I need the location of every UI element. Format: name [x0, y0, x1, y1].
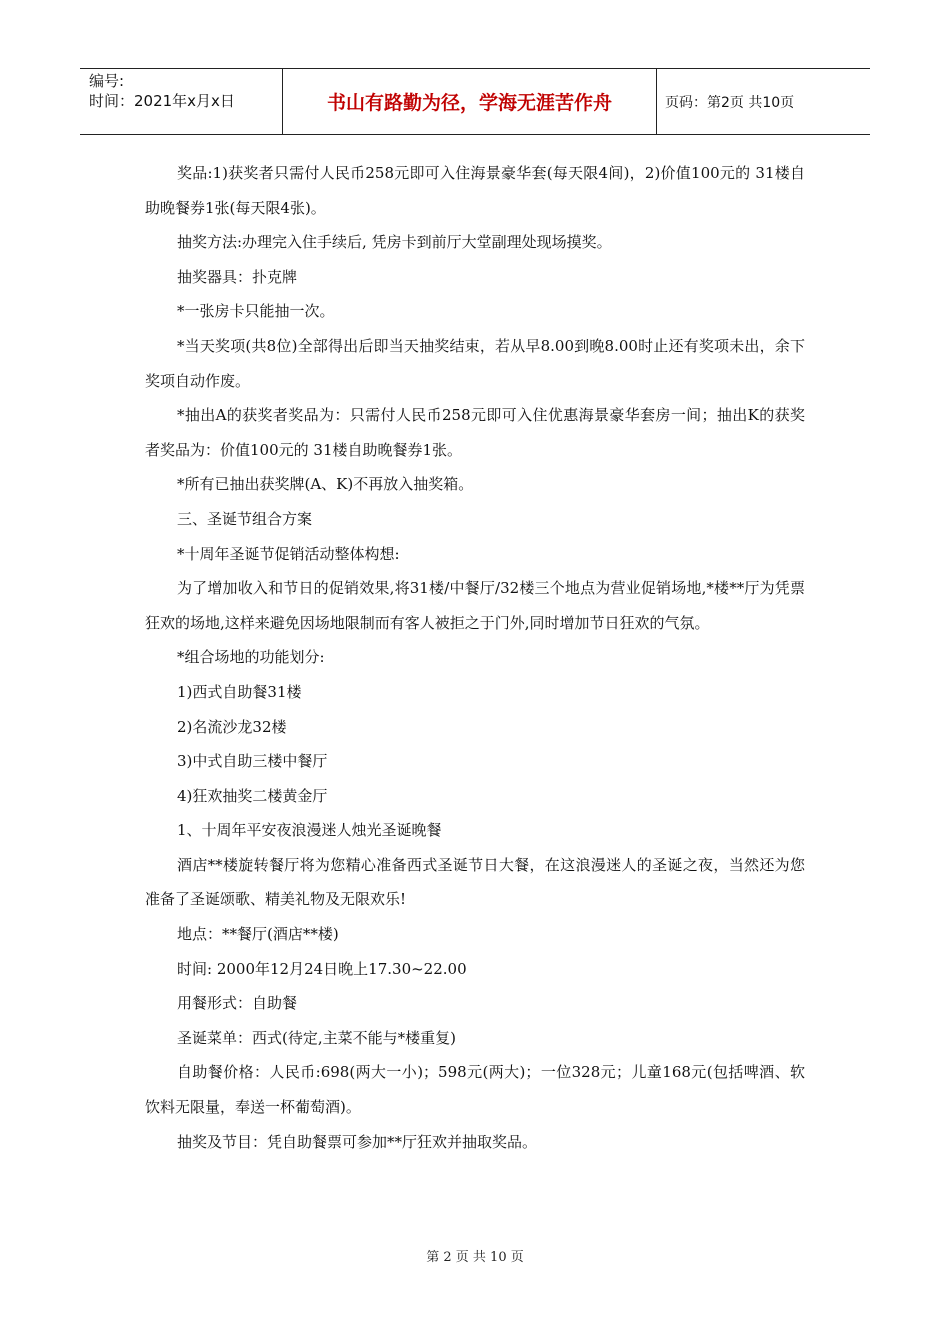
paragraph: *组合场地的功能划分:: [177, 648, 325, 667]
paragraph: *所有已抽出获奖牌(A、K)不再放入抽奖箱。: [177, 475, 474, 494]
paragraph: 用餐形式：自助餐: [177, 994, 298, 1013]
header-motto: 书山有路勤为径，学海无涯苦作舟: [283, 69, 657, 134]
paragraph: 抽奖方法:办理完入住手续后, 凭房卡到前厅大堂副理处现场摸奖。: [177, 233, 612, 252]
subsection-heading: 1、十周年平安夜浪漫迷人烛光圣诞晚餐: [177, 821, 442, 840]
paragraph: 酒店**楼旋转餐厅将为您精心准备西式圣诞节日大餐，在这浪漫迷人的圣诞之夜，当然还为您准备了圣诞颂歌、精美礼物及无限欢乐!: [145, 855, 805, 909]
section-heading: 三、圣诞节组合方案: [177, 509, 313, 528]
paragraph: *十周年圣诞节促销活动整体构想:: [177, 544, 400, 563]
document-body: [145, 156, 805, 1159]
paragraph: *当天奖项(共8位)全部得出后即当天抽奖结束，若从早8.00到晚8.00时止还有奖项未出，余下奖项自动作废。: [145, 336, 805, 390]
list-item: 4)狂欢抽奖二楼黄金厅: [177, 786, 328, 805]
paragraph: 为了增加收入和节日的促销效果,将31楼/中餐厅/32楼三个地点为营业促销场地,*楼**厅为凭票狂欢的场地,这样来避免因场地限制而有客人被拒之于门外,同时增加节日狂欢的气氛。: [145, 579, 805, 632]
page-header: [80, 68, 870, 135]
paragraph: 抽奖器具：扑克牌: [177, 267, 298, 286]
list-item: 1)西式自助餐31楼: [177, 682, 302, 701]
list-item: 2)名流沙龙32楼: [177, 717, 287, 736]
paragraph: 地点：**餐厅(酒店**楼): [177, 925, 339, 944]
header-page-info: 页码：第2页 共10页: [665, 94, 795, 111]
doc-number-label: 编号:: [89, 72, 125, 90]
doc-time-label: 时间：2021年x月x日: [89, 92, 235, 110]
paragraph: 奖品:1)获奖者只需付人民币258元即可入住海景豪华套(每天限4间)，2)价值100元的 31楼自助晚餐券1张(每天限4张)。: [145, 164, 805, 217]
paragraph: *抽出A的获奖者奖品为：只需付人民币258元即可入住优惠海景豪华套房一间；抽出K的获奖者奖品为：价值100元的 31楼自助晚餐券1张。: [145, 406, 805, 459]
paragraph: 圣诞菜单：西式(待定,主菜不能与*楼重复): [177, 1028, 456, 1047]
page-footer: 第 2 页 共 10 页: [426, 1250, 524, 1265]
paragraph: 时间: 2000年12月24日晚上17.30~22.00: [177, 959, 467, 978]
paragraph: *一张房卡只能抽一次。: [177, 302, 335, 321]
paragraph: 抽奖及节目：凭自助餐票可参加**厅狂欢并抽取奖品。: [177, 1132, 538, 1151]
list-item: 3)中式自助三楼中餐厅: [177, 752, 328, 771]
paragraph: 自助餐价格：人民币:698(两大一小)；598元(两大)；一位328元；儿童168元(包括啤酒、软饮料无限量，奉送一杯葡萄酒)。: [145, 1063, 805, 1117]
header-info: [80, 69, 283, 134]
